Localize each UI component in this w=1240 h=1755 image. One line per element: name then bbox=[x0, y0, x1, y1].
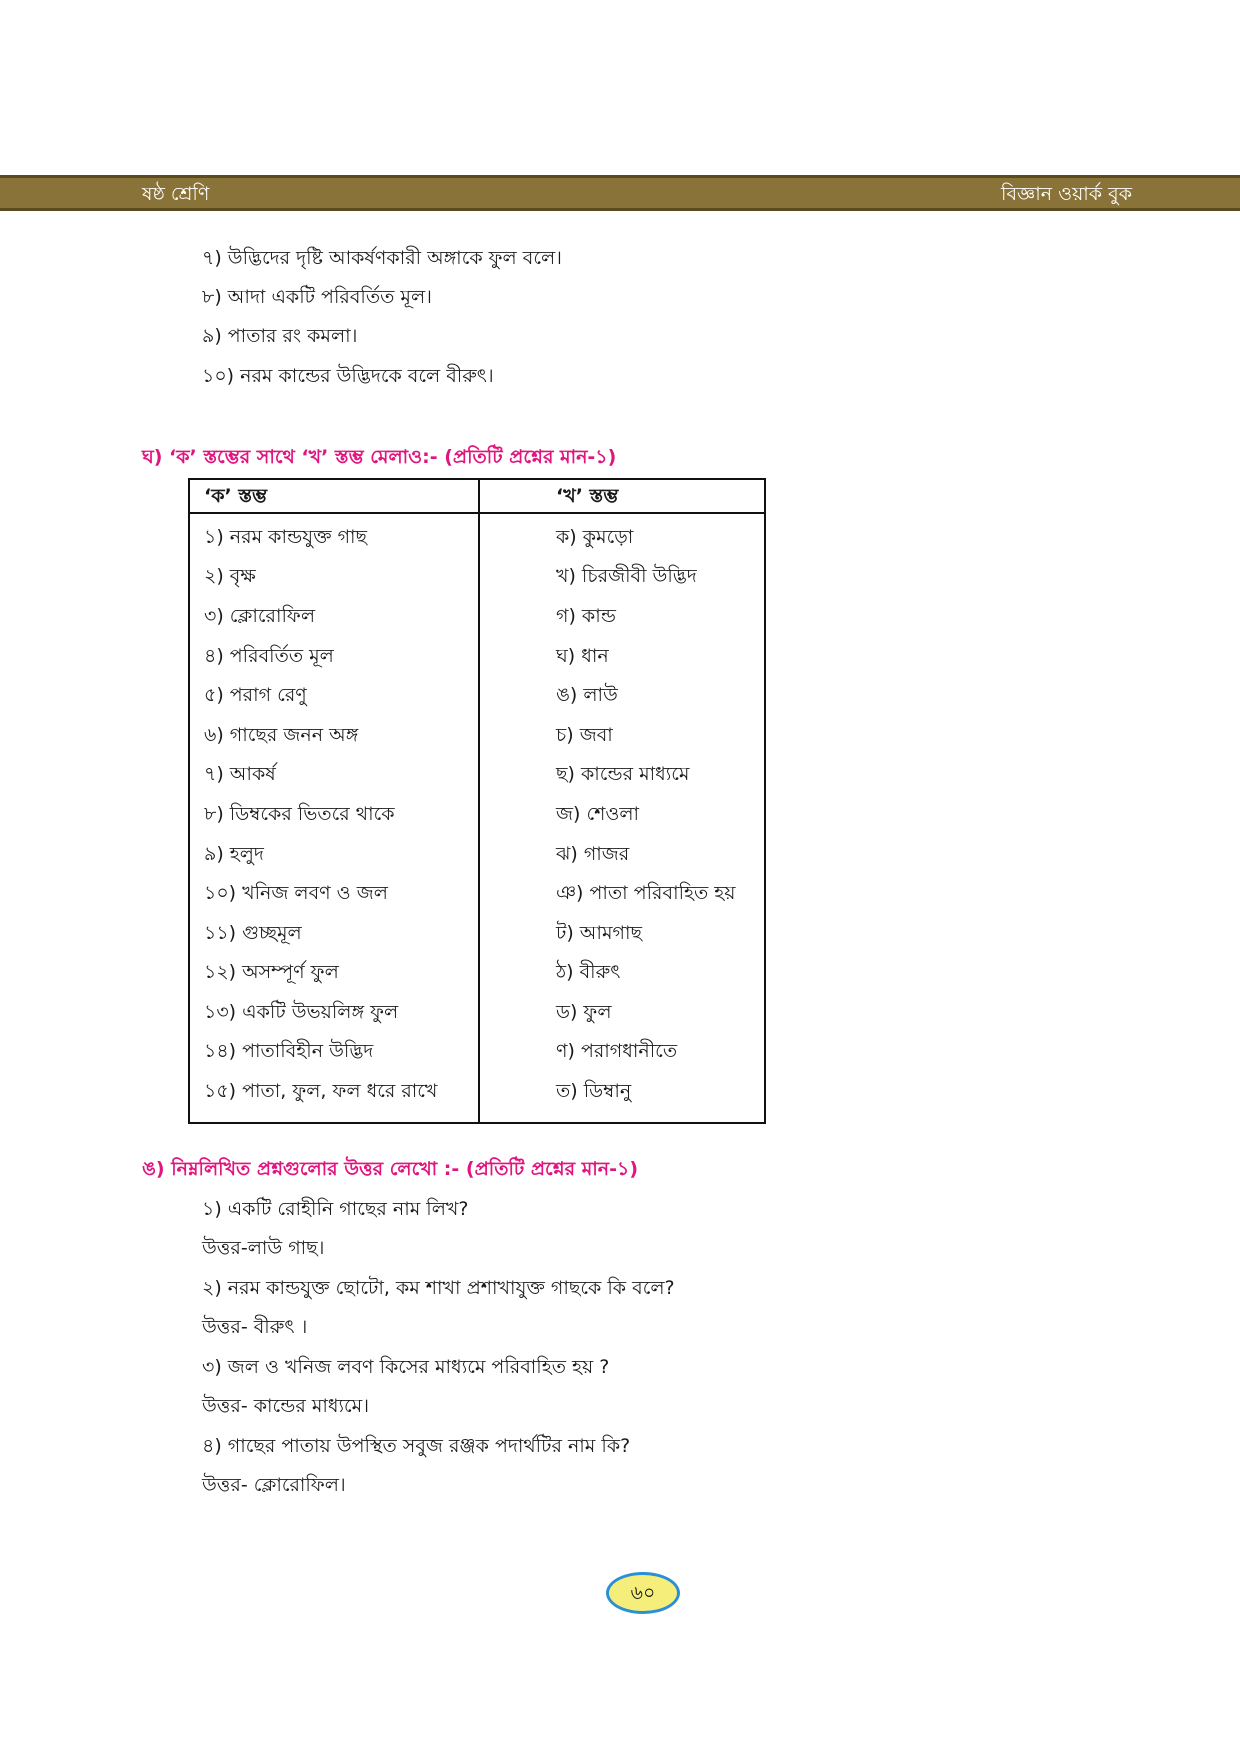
question: ৩) জল ও খনিজ লবণ কিসের মাধ্যমে পরিবাহিত হয় ? bbox=[202, 1356, 610, 1378]
column-divider bbox=[478, 480, 480, 1122]
col-a-item: ৭) আকর্ষ bbox=[204, 763, 276, 785]
answer: উত্তর- বীরুৎ । bbox=[202, 1316, 308, 1338]
page-number: ৬০ bbox=[630, 1582, 656, 1604]
col-a-item: ৮) ডিম্বকের ভিতরে থাকে bbox=[204, 803, 395, 825]
col-a-item: ৩) ক্লোরোফিল bbox=[204, 605, 315, 627]
question: ২) নরম কান্ডযুক্ত ছোটো, কম শাখা প্রশাখাযুক্ত গাছকে কি বলে? bbox=[202, 1277, 675, 1299]
question: ১) একটি রোহীনি গাছের নাম লিখ? bbox=[202, 1198, 469, 1220]
col-b-item: ট) আমগাছ bbox=[556, 922, 642, 944]
answer: উত্তর- কান্ডের মাধ্যমে। bbox=[202, 1395, 370, 1417]
col-a-item: ১২) অসম্পূর্ণ ফুল bbox=[204, 961, 339, 983]
answer: উত্তর-লাউ গাছ। bbox=[202, 1237, 325, 1259]
match-section-title: ঘ) ‘ক’ স্তম্ভের সাথে ‘খ’ স্তম্ভ মেলাও:- (প্রতিটি প্রশ্নের মান-১) bbox=[142, 446, 617, 468]
header-band bbox=[0, 175, 1240, 211]
col-a-item: ৫) পরাগ রেণু bbox=[204, 684, 307, 706]
col-b-item: ঝ) গাজর bbox=[556, 843, 630, 865]
statement: ১০) নরম কান্ডের উদ্ভিদকে বলে বীরুৎ। bbox=[202, 365, 494, 387]
answer: উত্তর- ক্লোরোফিল। bbox=[202, 1474, 346, 1496]
col-b-item: খ) চিরজীবী উদ্ভিদ bbox=[556, 565, 697, 587]
col-b-item: চ) জবা bbox=[556, 724, 613, 746]
col-a-header: ‘ক’ স্তম্ভ bbox=[204, 485, 268, 507]
col-a-item: ৪) পরিবর্তিত মূল bbox=[204, 645, 334, 667]
col-b-item: ক) কুমড়ো bbox=[556, 526, 634, 548]
col-a-item: ৬) গাছের জনন অঙ্গ bbox=[204, 724, 359, 746]
statement: ৭) উদ্ভিদের দৃষ্টি আকর্ষণকারী অঙ্গাকে ফুল বলে। bbox=[202, 247, 562, 269]
col-a-item: ৯) হলুদ bbox=[204, 843, 264, 865]
col-a-item: ১৫) পাতা, ফুল, ফল ধরে রাখে bbox=[204, 1080, 438, 1102]
class-label: ষষ্ঠ শ্রেণি bbox=[142, 183, 210, 205]
qa-section-title: ঙ) নিম্নলিখিত প্রশ্নগুলোর উত্তর লেখো :- (প্রতিটি প্রশ্নের মান-১) bbox=[142, 1158, 639, 1180]
col-b-item: ণ) পরাগধানীতে bbox=[556, 1040, 678, 1062]
col-b-item: ঞ) পাতা পরিবাহিত হয় bbox=[556, 882, 736, 904]
col-b-item: জ) শেওলা bbox=[556, 803, 640, 825]
header-rule bbox=[190, 512, 764, 514]
col-b-item: ঘ) ধান bbox=[556, 645, 609, 667]
book-title: বিজ্ঞান ওয়ার্ক বুক bbox=[1001, 183, 1132, 205]
col-a-item: ২) বৃক্ষ bbox=[204, 565, 256, 587]
col-b-item: ঠ) বীরুৎ bbox=[556, 961, 621, 983]
col-b-item: ড) ফুল bbox=[556, 1001, 612, 1023]
col-a-item: ১) নরম কান্ডযুক্ত গাছ bbox=[204, 526, 368, 548]
col-a-item: ১৩) একটি উভয়লিঙ্গ ফুল bbox=[204, 1001, 399, 1023]
col-b-header: ‘খ’ স্তম্ভ bbox=[556, 485, 619, 507]
page-number-badge bbox=[606, 1572, 680, 1614]
col-a-item: ১০) খনিজ লবণ ও জল bbox=[204, 882, 388, 904]
col-b-item: গ) কান্ড bbox=[556, 605, 616, 627]
col-b-item: ঙ) লাউ bbox=[556, 684, 618, 706]
statement: ৯) পাতার রং কমলা। bbox=[202, 325, 358, 347]
match-table bbox=[188, 478, 766, 1124]
col-b-item: ত) ডিম্বানু bbox=[556, 1080, 632, 1102]
col-b-item: ছ) কান্ডের মাধ্যমে bbox=[556, 763, 690, 785]
col-a-item: ১১) গুচ্ছমূল bbox=[204, 922, 302, 944]
question: ৪) গাছের পাতায় উপস্থিত সবুজ রঞ্জক পদার্থটির নাম কি? bbox=[202, 1435, 631, 1457]
statement: ৮) আদা একটি পরিবর্তিত মূল। bbox=[202, 286, 432, 308]
col-a-item: ১৪) পাতাবিহীন উদ্ভিদ bbox=[204, 1040, 374, 1062]
